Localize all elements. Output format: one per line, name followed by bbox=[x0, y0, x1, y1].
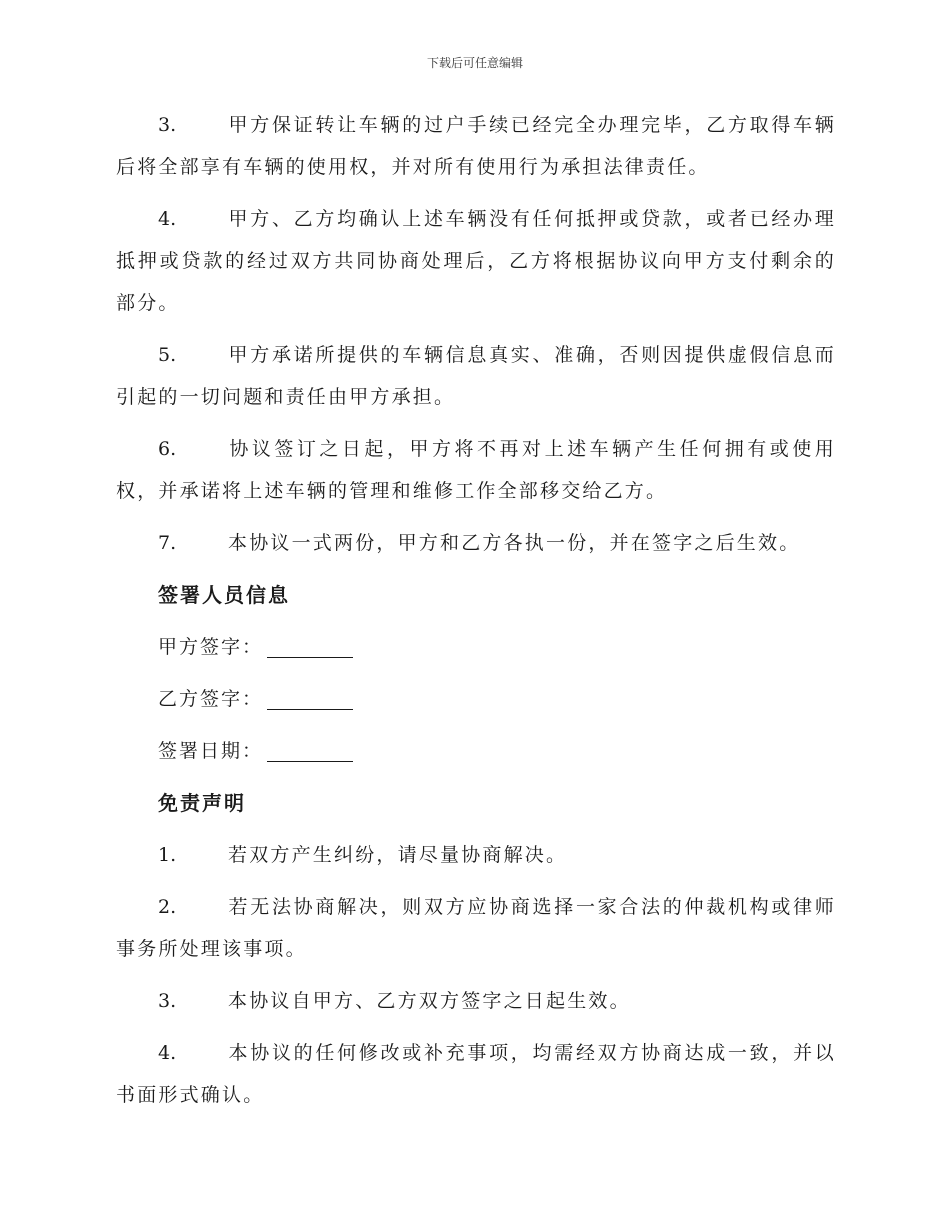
term-number: 6. bbox=[158, 438, 177, 460]
party-a-signature-blank bbox=[267, 637, 353, 658]
disclaimer-number: 4. bbox=[158, 1042, 177, 1064]
document-body bbox=[116, 104, 836, 1126]
term-item-4 bbox=[116, 198, 836, 324]
disclaimer-item-3 bbox=[116, 980, 836, 1022]
term-text: 甲方、乙方均确认上述车辆没有任何抵押或贷款，或者已经办理抵押或贷款的经过双方共同协商处理后，乙方将根据协议向甲方支付剩余的部分。 bbox=[116, 208, 836, 314]
party-a-signature-field bbox=[116, 626, 836, 668]
disclaimer-text: 本协议的任何修改或补充事项，均需经双方协商达成一致，并以书面形式确认。 bbox=[116, 1042, 836, 1106]
page-header: 下载后可任意编辑 bbox=[426, 56, 523, 70]
party-a-signature-label: 甲方签字： bbox=[158, 636, 264, 658]
party-b-signature-label: 乙方签字： bbox=[158, 688, 264, 710]
signing-date-field bbox=[116, 730, 836, 772]
party-b-signature-field bbox=[116, 678, 836, 720]
disclaimer-number: 3. bbox=[158, 990, 177, 1012]
term-text: 甲方承诺所提供的车辆信息真实、准确，否则因提供虚假信息而引起的一切问题和责任由甲方承担。 bbox=[116, 344, 836, 408]
term-item-7 bbox=[116, 522, 836, 564]
signing-date-blank bbox=[267, 741, 353, 762]
disclaimer-number: 1. bbox=[158, 844, 177, 866]
disclaimer-item-2 bbox=[116, 886, 836, 970]
term-number: 4. bbox=[158, 208, 177, 230]
disclaimer-section-title: 免责声明 bbox=[158, 791, 246, 815]
term-text: 协议签订之日起，甲方将不再对上述车辆产生任何拥有或使用权，并承诺将上述车辆的管理和维修工作全部移交给乙方。 bbox=[116, 438, 836, 502]
term-number: 3. bbox=[158, 114, 177, 136]
term-item-3 bbox=[116, 104, 836, 188]
disclaimer-item-1 bbox=[116, 834, 836, 876]
disclaimer-text: 若双方产生纠纷，请尽量协商解决。 bbox=[228, 844, 568, 866]
term-number: 5. bbox=[158, 344, 177, 366]
disclaimer-text: 本协议自甲方、乙方双方签字之日起生效。 bbox=[228, 990, 631, 1012]
disclaimer-number: 2. bbox=[158, 896, 177, 918]
term-number: 7. bbox=[158, 532, 177, 554]
party-b-signature-blank bbox=[267, 689, 353, 710]
signing-date-label: 签署日期： bbox=[158, 740, 264, 762]
signature-section-title: 签署人员信息 bbox=[158, 583, 290, 607]
term-item-6 bbox=[116, 428, 836, 512]
term-item-5 bbox=[116, 334, 836, 418]
term-text: 本协议一式两份，甲方和乙方各执一份，并在签字之后生效。 bbox=[228, 532, 801, 554]
disclaimer-item-4 bbox=[116, 1032, 836, 1116]
disclaimer-text: 若无法协商解决，则双方应协商选择一家合法的仲裁机构或律师事务所处理该事项。 bbox=[116, 896, 836, 960]
term-text: 甲方保证转让车辆的过户手续已经完全办理完毕，乙方取得车辆后将全部享有车辆的使用权，并对所有使用行为承担法律责任。 bbox=[116, 114, 836, 178]
